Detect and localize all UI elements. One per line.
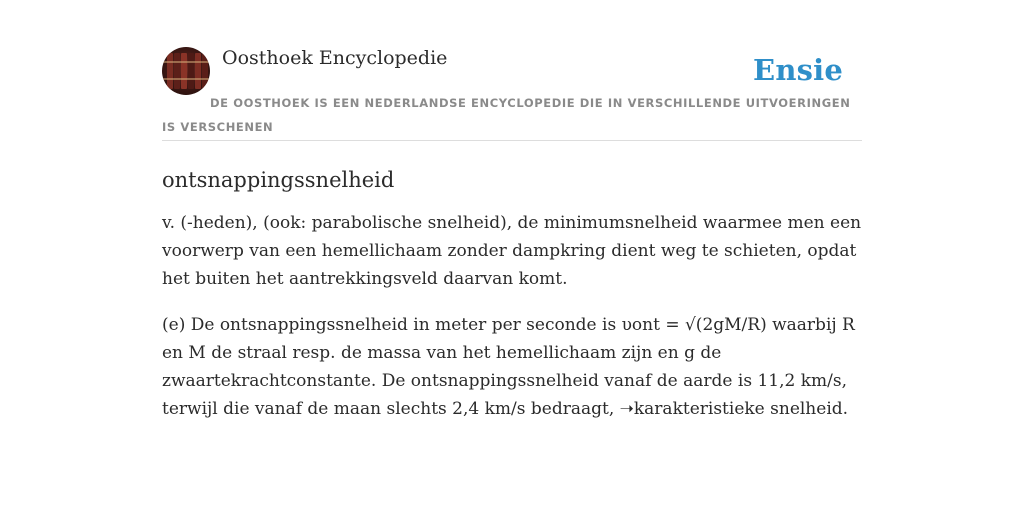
entry-title: ontsnappingssnelheid [162, 168, 395, 192]
article [162, 165, 862, 423]
definition-paragraph: v. (-heden), (ook: parabolische snelheid), de minimumsnelheid waarmee men een voorwerp van een hemellichaam zonder dampkring dient weg te schieten, opdat het buiten het aantrekkingsveld daarvan komt. [162, 213, 862, 289]
encyclopedia-books-icon[interactable] [162, 47, 210, 95]
source-description: DE OOSTHOEK IS EEN NEDERLANDSE ENCYCLOPEDIE DIE IN VERSCHILLENDE UITVOERINGEN IS VERSCHENEN [162, 96, 851, 134]
explanation-paragraph: (e) De ontsnappingssnelheid in meter per seconde is υont = √(2gM/R) waarbij R en M de straal resp. de massa van het hemellichaam zijn en g de zwaartekrachtconstante. De ontsnappingssnelheid vanaf de aarde is 11,2 km/s, terwijl die vanaf de maan slechts 2,4 km/s bedraagt, ➝karakteristieke snelheid. [162, 315, 855, 419]
source-title[interactable]: Oosthoek Encyclopedie [222, 47, 448, 69]
content-container [162, 46, 862, 441]
source-header [162, 46, 862, 141]
brand-logo[interactable]: Ensie [753, 53, 843, 87]
